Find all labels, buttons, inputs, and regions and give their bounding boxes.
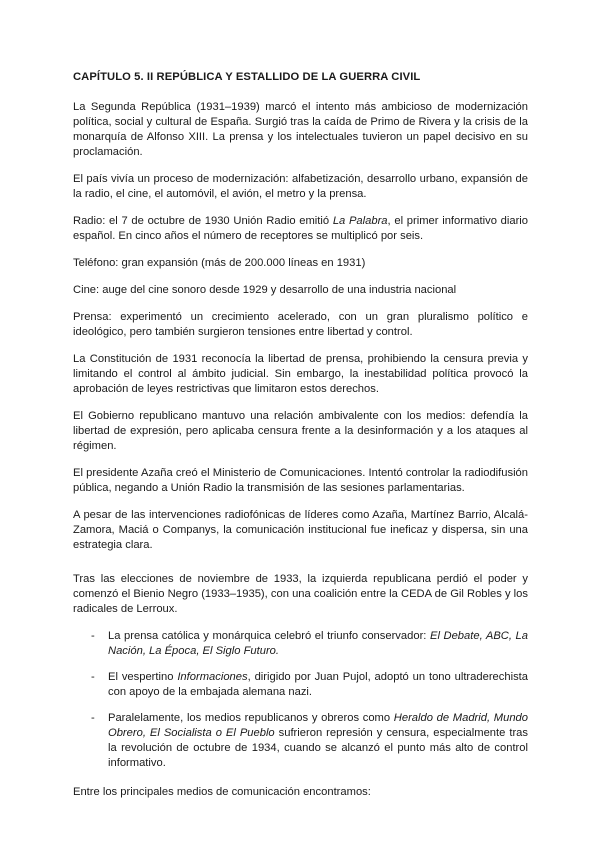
paragraph-telephone: Teléfono: gran expansión (más de 200.000 líneas en 1931)	[73, 257, 366, 269]
paragraph-constitution: La Constitución de 1931 reconocía la libertad de prensa, prohibiendo la censura previa y limitando el control al ámbito judicial. Sin embargo, la inestabilidad política provocó la aprobación de leyes restrictivas que limitaron estos derechos.	[73, 353, 528, 395]
paragraph-press: Prensa: experimentó un crecimiento acelerado, con un gran pluralismo político e ideológico, pero también surgieron tensiones entre libertad y control.	[73, 311, 528, 338]
list-item-text-end: sufrieron represión y censura, especialmente tras la revolución de octubre de 1934, cuando se alcanzó el punto más alto de control informativo.	[108, 727, 528, 769]
dash-bullet: -	[91, 712, 95, 724]
list-item-newspaper: Informaciones	[177, 671, 248, 683]
radio-text-end: , el primer informativo diario español. En cinco años el número de receptores se multiplicó por seis.	[73, 215, 528, 242]
chapter-title: CAPÍTULO 5. II REPÚBLICA Y ESTALLIDO DE LA GUERRA CIVIL	[73, 71, 421, 83]
paragraph-leaders: A pesar de las intervenciones radiofónicas de líderes como Azaña, Martínez Barrio, Alcalá-Zamora, Maciá o Companys, la comunicación institucional fue ineficaz y dispersa, sin una estrategia clara.	[73, 509, 528, 551]
list-item-text: La prensa católica y monárquica celebró el triunfo conservador:	[108, 630, 430, 642]
list-item-newspapers: Heraldo de Madrid, Mundo Obrero, El Socialista o El Pueblo	[108, 712, 528, 739]
list-item-text-end: , dirigido por Juan Pujol, adoptó un tono ultraderechista con apoyo de la embajada alemana nazi.	[108, 671, 528, 698]
list-item-newspapers: El Debate, ABC, La Nación, La Época, El Siglo Futuro.	[108, 630, 528, 657]
dash-bullet: -	[91, 671, 95, 683]
paragraph-radio	[73, 214, 528, 244]
paragraph-azana: El presidente Azaña creó el Ministerio de Comunicaciones. Intentó controlar la radiodifusión pública, negando a Unión Radio la transmisión de las sesiones parlamentarias.	[73, 467, 528, 494]
list-item	[73, 629, 528, 659]
paragraph-government: El Gobierno republicano mantuvo una relación ambivalente con los medios: defendía la libertad de expresión, pero aplicaba censura frente a la desinformación y a los ataques al régimen.	[73, 410, 528, 452]
paragraph-intro: La Segunda República (1931–1939) marcó el intento más ambicioso de modernización política, social y cultural de España. Surgió tras la caída de Primo de Rivera y la crisis de la monarquía de Alfonso XIII. La prensa y los intelectuales tuvieron un papel decisivo en su proclamación.	[73, 101, 528, 158]
radio-program-name: La Palabra	[332, 215, 388, 227]
dash-bullet: -	[91, 630, 95, 642]
list-item-text: Paralelamente, los medios republicanos y obreros como	[108, 712, 394, 724]
list-item-text: El vespertino	[108, 671, 178, 683]
list-item	[73, 711, 528, 771]
paragraph-cinema: Cine: auge del cine sonoro desde 1929 y desarrollo de una industria nacional	[73, 284, 457, 296]
paragraph-closing: Entre los principales medios de comunicación encontramos:	[73, 786, 371, 798]
document-body	[73, 70, 528, 812]
paragraph-elections: Tras las elecciones de noviembre de 1933, la izquierda republicana perdió el poder y comenzó el Bienio Negro (1933–1935), con una coalición entre la CEDA de Gil Robles y los radicales de Lerroux.	[73, 573, 528, 615]
list-item	[73, 670, 528, 700]
radio-text-start: Radio: el 7 de octubre de 1930 Unión Radio emitió	[73, 215, 333, 227]
paragraph-modernization: El país vivía un proceso de modernización: alfabetización, desarrollo urbano, expansión de la radio, el cine, el automóvil, el avión, el metro y la prensa.	[73, 173, 528, 200]
press-list	[73, 629, 528, 771]
